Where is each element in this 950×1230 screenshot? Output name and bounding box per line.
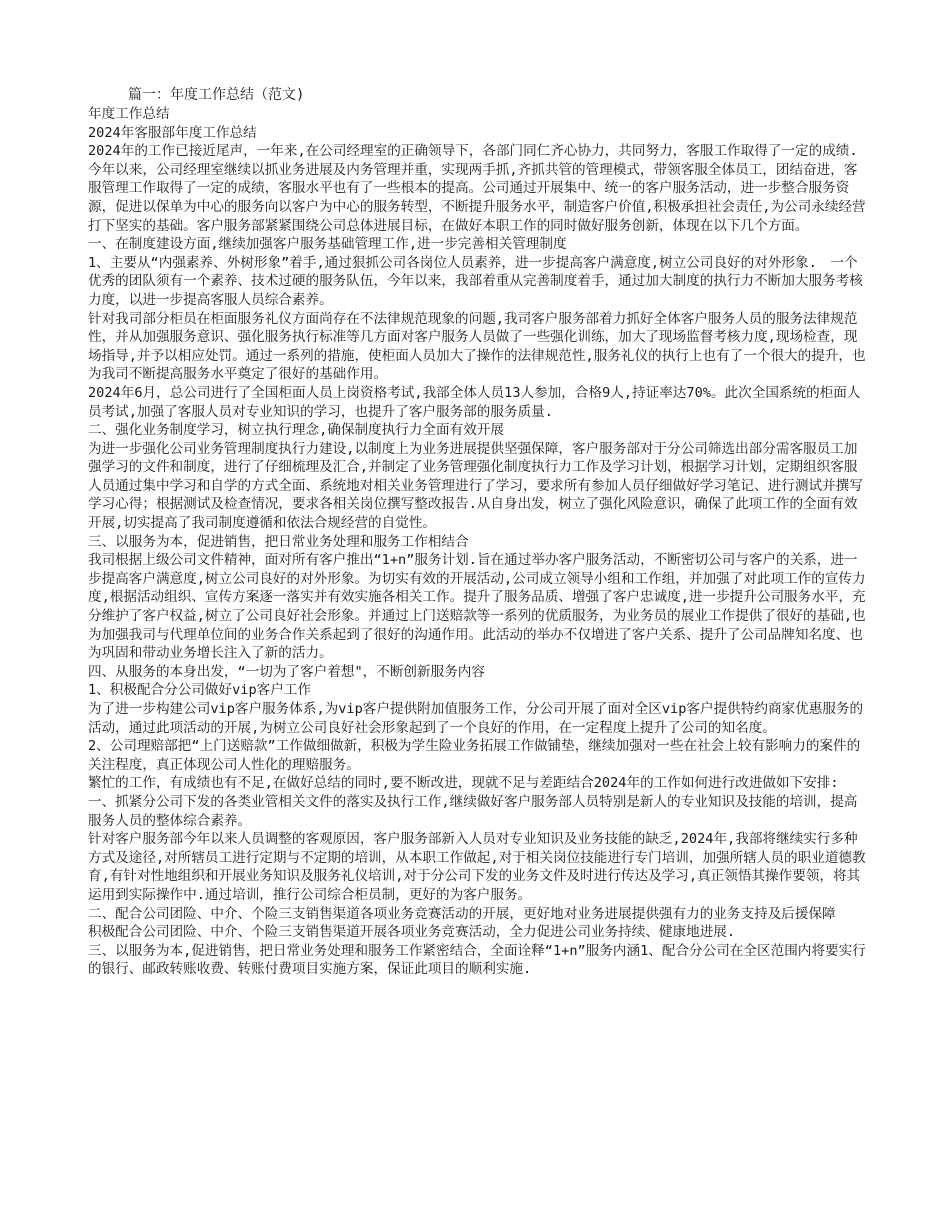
- paragraph: 年度工作总结: [88, 106, 170, 122]
- paragraph: 一、抓紧分公司下发的各类业管相关文件的落实及执行工作,继续做好客户服务部人员特别是新人的专业知识及技能的培训，提高服务人员的整体综合素养。: [88, 793, 858, 829]
- paragraph: 三、以服务为本，促进销售，把日常业务处理和服务工作相结合: [88, 533, 469, 550]
- paragraph-list: [88, 105, 868, 979]
- paragraph: 2024年的工作已接近尾声，一年来,在公司经理室的正确领导下，各部门同仁齐心协力，共同努力，客服工作取得了一定的成绩.: [88, 143, 858, 160]
- paragraph: 针对我司部分柜员在柜面服务礼仪方面尚存在不法律规范现象的问题,我司客户服务部着力抓好全体客户服务人员的服务法律规范性，并从加强服务意识、强化服务执行标准等几方面对客户服务人员做了一些强化训练，加大了现场监督考核力度,现场检查，现场指导,并予以相应处罚。通过一系列的措施，使柜面人员加大了操作的法律规范性,服务礼仪的执行上也有了一个很大的提升，也为我司不断提高服务水平奠定了很好的基础作用。: [88, 310, 866, 383]
- paragraph: 四、从服务的本身出发，“一切为了客户着想"，不断创新服务内容: [88, 663, 485, 680]
- paragraph: 2、公司理赔部把“上门送赔款”工作做细做新，积极为学生险业务拓展工作做铺垫，继续加强对一些在社会上较有影响力的案件的关注程度，真正体现公司人性化的理赔服务。: [88, 738, 861, 773]
- paragraph: 繁忙的工作，有成绩也有不足,在做好总结的同时,要不断改进，现就不足与差距结合2024年的工作如何进行改进做如下安排:: [88, 775, 839, 792]
- paragraph: 今年以来，公司经理室继续以抓业务进展及内务管理并重，实现两手抓,齐抓共管的管理模式，带领客服全体员工，团结奋进，客服管理工作取得了一定的成绩，客服水平也有了一些根本的提高。公司通过开展集中、统一的客户服务活动，进一步整合服务资源，促进以保单为中心的服务向以客户为中心的服务转型，不断提升服务水平，制造客户价值,积极承担社会责任,为公司永续经营打下坚实的基础。客户服务部紧紧围绕公司总体进展目标，在做好本职工作的同时做好服务创新，体现在以下几个方面。: [88, 161, 866, 234]
- paragraph: 2024年客服部年度工作总结: [88, 124, 257, 141]
- paragraph: 积极配合公司团险、中介、个险三支销售渠道开展各项业务竞赛活动，全力促进公司业务持续、健康地进展.: [88, 924, 736, 941]
- paragraph: 为进一步强化公司业务管理制度执行力建设,以制度上为业务进展提供坚强保障，客户服务部对于分公司筛选出部分需客服员工加强学习的文件和制度，进行了仔细梳理及汇合,并制定了业务管理强化制度执行力工作及学习计划，根据学习计划，定期组织客服人员通过集中学习和自学的方式全面、系统地对相关业务管理进行了学习，要求所有参加人员仔细做好学习笔记、进行测试并撰写学习心得；根据测试及检查情况，要求各相关岗位撰写整改报告.从自身出发，树立了强化风险意识，确保了此项工作的全面有效开展,切实提高了我司制度遵循和依法合规经营的自觉性。: [88, 440, 863, 532]
- paragraph: 针对客户服务部今年以来人员调整的客观原因，客户服务部新入人员对专业知识及业务技能的缺乏,2024年,我部将继续实行多种方式及途径,对所辖员工进行定期与不定期的培训，从本职工作做起,对于相关岗位技能进行专门培训，加强所辖人员的职业道德教育,有针对性地组织和开展业务知识及服务礼仪培训,对于分公司下发的业务文件及时进行传达及学习,真正领悟其操作要领，将其运用到实际操作中.通过培训，推行公司综合柜员制，更好的为客户服务。: [88, 831, 866, 903]
- paragraph: 一、在制度建设方面,继续加强客户服务基础管理工作,进一步完善相关管理制度: [88, 236, 567, 253]
- paragraph: 三、以服务为本,促进销售，把日常业务处理和服务工作紧密结合，全面诠释“1+n”服务内涵1、配合分公司在全区范围内将要实行的银行、邮政转账收费、转账付费项目实施方案，保证此项目的顺利实施.: [88, 942, 866, 978]
- document-title: 篇一：年度工作总结（范文): [128, 87, 305, 103]
- paragraph: 1、积极配合分公司做好vip客户工作: [88, 682, 312, 699]
- paragraph: 二、配合公司团险、中介、个险三支销售渠道各项业务竞赛活动的开展，更好地对业务进展提供强有力的业务支持及后援保障: [88, 905, 836, 922]
- paragraph: 2024年6月，总公司进行了全国柜面人员上岗资格考试,我部全体人员13人参加，合格9人,持证率达70%。此次全国系统的柜面人员考试,加强了客服人员对专业知识的学习，也提升了客户服务部的服务质量.: [88, 384, 861, 420]
- document-page: [88, 86, 868, 979]
- paragraph: 我司根据上级公司文件精神，面对所有客户推出“1+n”服务计划.旨在通过举办客户服务活动，不断密切公司与客户的关系，进一步提高客户满意度,树立公司良好的对外形象。为切实有效的开展活动,公司成立领导小组和工作组，并加强了对此项工作的宣传力度,根据活动组织、宣传方案逐一落实并有效实施各相关工作。提升了服务品质、增强了客户忠诚度,进一步提升公司服务水平，充分维护了客户权益,树立了公司良好社会形象。并通过上门送赔款等一系列的优质服务，为业务员的展业工作提供了很好的基础,也为加强我司与代理单位间的业务合作关系起到了很好的沟通作用。此活动的举办不仅增进了客户关系、提升了公司品牌知名度、也为巩固和带动业务增长注入了新的活力。: [88, 552, 866, 662]
- paragraph: 1、主要从“内强素养、外树形象”着手,通过狠抓公司各岗位人员素养，进一步提高客户满意度,树立公司良好的对外形象. 一个优秀的团队须有一个素养、技术过硬的服务队伍，今年以来，我部着重从完善制度着手，通过加大制度的执行力不断加大服务考核力度，以进一步提高客服人员综合素养。: [88, 254, 863, 308]
- paragraph: 为了进一步构建公司vip客户服务体系,为vip客户提供附加值服务工作，分公司开展了面对全区vip客户提供特约商家优惠服务的活动，通过此项活动的开展,为树立公司良好社会形象起到了一个良好的作用，在一定程度上提升了公司的知名度。: [88, 701, 864, 736]
- paragraph: 二、强化业务制度学习，树立执行理念,确保制度执行力全面有效开展: [88, 422, 504, 439]
